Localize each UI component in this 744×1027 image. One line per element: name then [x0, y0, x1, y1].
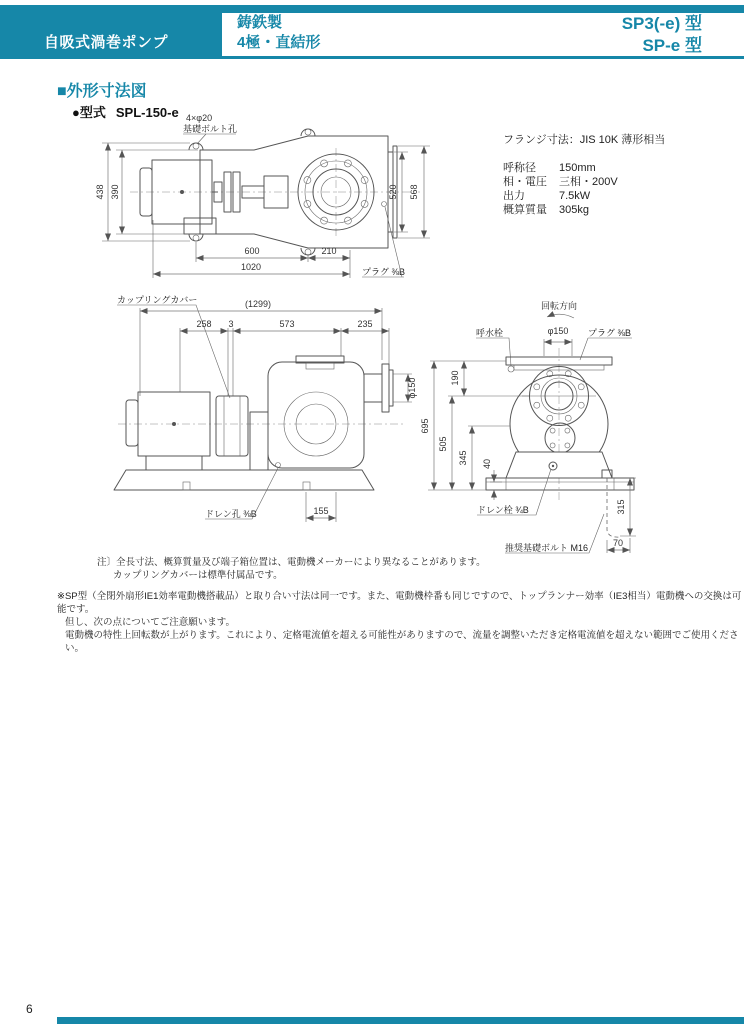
side-dim-phi150: φ150	[407, 377, 417, 399]
side-dim-1299: (1299)	[244, 299, 272, 309]
spec-value: 三相・200V	[559, 176, 618, 188]
header-pole-type: 4極・直結形	[237, 34, 321, 51]
plan-dim-210: 210	[321, 246, 337, 256]
front-dim-40: 40	[482, 458, 492, 470]
plan-dim-600: 600	[244, 246, 260, 256]
side-dim-155: 155	[313, 506, 329, 516]
plan-bolt-note-size: 4×φ20	[186, 113, 213, 123]
side-dim-3: 3	[228, 319, 234, 329]
header-material: 鋳鉄製	[237, 14, 283, 31]
coupling-cover-label: カップリングカバー	[117, 295, 198, 305]
footer-bar	[57, 1017, 744, 1024]
front-drain-plug-label: ドレン栓 ¾B	[477, 505, 529, 515]
remark-line-3: 電動機の特性上回転数が上がります。これにより、定格電流値を超える可能性がありますので、流量を調整いただき定格電流値を超えない範囲でご使用ください。	[65, 630, 739, 654]
plan-plug-label: プラグ ⅜B	[362, 267, 406, 277]
spec-value: 305kg	[559, 204, 589, 216]
plug-hole	[382, 202, 387, 207]
note-block	[97, 556, 486, 582]
remark-block	[57, 590, 744, 655]
anchor-bolt-label: 推奨基礎ボルト M16	[505, 543, 589, 553]
coupling-cover	[216, 396, 248, 456]
dimension-drawings	[0, 108, 744, 558]
front-dim-345: 345	[458, 450, 468, 466]
drain-hole	[276, 463, 281, 468]
spec-label: 出力	[503, 190, 525, 202]
spec-value: 150mm	[559, 162, 596, 174]
front-plug-label: プラグ ⅜B	[588, 328, 632, 338]
cover-bolt-holes	[550, 428, 570, 448]
front-view-drawing	[420, 300, 636, 553]
pump-casing-side	[268, 362, 364, 468]
front-dim-70: 70	[612, 538, 624, 548]
plan-dim-520: 520	[388, 184, 398, 200]
header-rule	[0, 56, 744, 59]
model-prefix: ●型式	[72, 105, 106, 120]
remark-line-2: 但し、次の点についてご注意願います。	[65, 617, 236, 628]
note-line-1	[97, 556, 486, 569]
spec-label: 概算質量	[503, 204, 547, 216]
front-dim-190: 190	[450, 370, 460, 386]
side-dim-258: 258	[196, 319, 212, 329]
note-label: 注〕	[97, 557, 117, 568]
plan-dim-438: 438	[95, 184, 105, 200]
section-title: ■外形寸法図	[57, 83, 147, 100]
spec-label: 相・電圧	[503, 176, 547, 188]
plan-view-drawing	[95, 113, 430, 278]
spec-label: 呼称径	[503, 162, 536, 174]
header-model-spe: SP-e 型	[642, 36, 702, 55]
priming-plug-label: 呼水栓	[476, 328, 504, 338]
front-dim-315: 315	[616, 499, 626, 515]
front-dim-505: 505	[438, 436, 448, 452]
spec-flange: フランジ寸法：JIS 10K 薄形相当	[503, 134, 666, 146]
side-view-drawing	[114, 295, 417, 522]
model-number: SPL-150-e	[115, 105, 179, 120]
product-title: 自吸式渦巻ポンプ	[44, 34, 169, 51]
rotation-direction-label: 回転方向	[540, 301, 578, 311]
side-drain-label: ドレン孔 ⅜B	[205, 509, 257, 519]
note-text-1: 全長寸法、概算質量及び端子箱位置は、電動機メーカーにより異なることがあります。	[116, 557, 486, 568]
priming-plug	[508, 366, 514, 372]
plan-bolt-note-text: 基礎ボルト孔	[183, 124, 238, 134]
header-model-sp3: SP3(-e) 型	[621, 14, 702, 33]
side-dim-235: 235	[357, 319, 373, 329]
plan-dim-1020: 1020	[240, 262, 262, 272]
page-number: 6	[26, 1002, 33, 1016]
plan-dim-390: 390	[110, 184, 120, 200]
remark-line-1: ※SP型（全閉外扇形IE1効率電動機搭載品）と取り合い寸法は同一です。また、電動機枠番も同じですので、トップランナー効率（IE3相当）電動機への交換は可能です。	[57, 591, 742, 615]
spec-value: 7.5kW	[559, 190, 591, 202]
side-dim-573: 573	[279, 319, 295, 329]
note-line-2: カップリングカバーは標準付属品です。	[113, 570, 283, 581]
front-dim-phi150: φ150	[547, 326, 569, 336]
plan-dim-568: 568	[409, 184, 419, 200]
front-dim-695: 695	[420, 418, 430, 434]
